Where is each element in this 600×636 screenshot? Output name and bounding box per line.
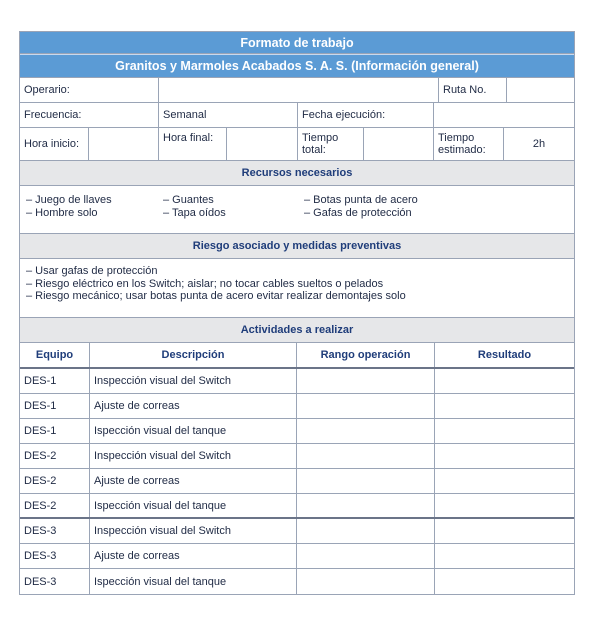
recurso-item: – Tapa oídos [163, 207, 226, 219]
rango-cell[interactable] [297, 369, 435, 393]
riesgo-heading: Riesgo asociado y medidas preventivas [20, 234, 574, 258]
descripcion-cell: Inspección visual del Switch [90, 369, 297, 393]
equipo-cell: DES-2 [20, 494, 90, 517]
equipo-cell: DES-1 [20, 369, 90, 393]
equipo-cell: DES-3 [20, 569, 90, 594]
descripcion-cell: Ajuste de correas [90, 394, 297, 418]
resultado-cell[interactable] [435, 494, 574, 517]
operario-row [20, 78, 574, 103]
ruta-field[interactable] [507, 78, 574, 102]
frecuencia-value[interactable]: Semanal [159, 103, 298, 127]
col-resultado-header: Resultado [477, 349, 532, 361]
recurso-item: – Guantes [163, 194, 214, 206]
col-descripcion-header: Descripción [90, 343, 297, 367]
table-row [20, 519, 574, 544]
table-row [20, 419, 574, 444]
riesgo-item: – Riesgo eléctrico en los Switch; aislar; no tocar cables sueltos o pelados [26, 277, 384, 290]
company-subtitle: Granitos y Marmoles Acabados S. A. S. (Información general) [20, 54, 574, 77]
recurso-item: – Juego de llaves [26, 194, 112, 206]
equipo-cell: DES-1 [20, 394, 90, 418]
recurso-item: – Botas punta de acero [304, 194, 418, 206]
frecuencia-row [20, 103, 574, 128]
recursos-col-3 [304, 194, 504, 220]
fecha-field[interactable] [434, 103, 574, 127]
resultado-cell[interactable] [435, 444, 574, 468]
recursos-heading: Recursos necesarios [20, 161, 574, 185]
col-equipo-header: Equipo [20, 343, 90, 367]
tiempo-estimado-value[interactable]: 2h [532, 138, 546, 150]
recursos-col-2 [163, 194, 304, 220]
work-format-form [19, 31, 575, 595]
resultado-cell[interactable] [435, 569, 574, 594]
frecuencia-label: Frecuencia: [20, 103, 159, 127]
recursos-heading-row [20, 161, 574, 186]
equipo-cell: DES-2 [20, 444, 90, 468]
resultado-cell[interactable] [435, 394, 574, 418]
table-row [20, 494, 574, 519]
hora-inicio-label: Hora inicio: [20, 128, 89, 160]
rango-cell[interactable] [297, 469, 435, 493]
ruta-label: Ruta No. [439, 78, 507, 102]
descripcion-cell: Ispección visual del tanque [90, 494, 297, 517]
form-title: Formato de trabajo [20, 32, 574, 53]
actividades-header-row [20, 343, 574, 369]
tiempo-total-label: Tiempo total: [298, 128, 364, 160]
table-row [20, 569, 574, 594]
table-row [20, 544, 574, 569]
tiempo-estimado-label: Tiempo estimado: [434, 128, 504, 160]
hora-inicio-field[interactable] [89, 128, 159, 160]
col-rango-header: Rango operación [297, 343, 435, 367]
descripcion-cell: Ispección visual del tanque [90, 569, 297, 594]
recurso-item: – Gafas de protección [304, 207, 412, 219]
resultado-cell[interactable] [435, 419, 574, 443]
title-row [20, 32, 574, 54]
equipo-cell: DES-3 [20, 544, 90, 568]
actividades-heading-row [20, 318, 574, 343]
descripcion-cell: Inspección visual del Switch [90, 519, 297, 543]
rango-cell[interactable] [297, 394, 435, 418]
rango-cell[interactable] [297, 494, 435, 517]
descripcion-cell: Ispección visual del tanque [90, 419, 297, 443]
equipo-cell: DES-2 [20, 469, 90, 493]
table-row [20, 469, 574, 494]
recursos-list [20, 186, 574, 234]
subtitle-row [20, 54, 574, 78]
rango-cell[interactable] [297, 519, 435, 543]
riesgo-heading-row [20, 234, 574, 259]
hora-final-field[interactable] [227, 128, 298, 160]
table-row [20, 394, 574, 419]
recurso-item: – Hombre solo [26, 207, 98, 219]
resultado-cell[interactable] [435, 369, 574, 393]
recursos-col-1 [26, 194, 163, 220]
actividades-heading: Actividades a realizar [20, 318, 574, 342]
riesgo-item: – Riesgo mecánico; usar botas punta de acero evitar realizar demontajes solo [26, 290, 406, 302]
rango-cell[interactable] [297, 419, 435, 443]
riesgo-item: – Usar gafas de protección [26, 265, 158, 277]
table-row [20, 444, 574, 469]
rango-cell[interactable] [297, 444, 435, 468]
operario-label: Operario: [20, 78, 159, 102]
resultado-cell[interactable] [435, 519, 574, 543]
descripcion-cell: Ajuste de correas [90, 544, 297, 568]
descripcion-cell: Ajuste de correas [90, 469, 297, 493]
tiempo-total-field[interactable] [364, 128, 434, 160]
riesgo-list [20, 259, 574, 318]
resultado-cell[interactable] [435, 544, 574, 568]
resultado-cell[interactable] [435, 469, 574, 493]
table-row [20, 369, 574, 394]
fecha-label: Fecha ejecución: [298, 103, 434, 127]
hora-final-label: Hora final: [159, 128, 227, 160]
tiempo-row [20, 128, 574, 161]
equipo-cell: DES-3 [20, 519, 90, 543]
equipo-cell: DES-1 [20, 419, 90, 443]
rango-cell[interactable] [297, 569, 435, 594]
operario-field[interactable] [159, 78, 439, 102]
descripcion-cell: Inspección visual del Switch [90, 444, 297, 468]
rango-cell[interactable] [297, 544, 435, 568]
